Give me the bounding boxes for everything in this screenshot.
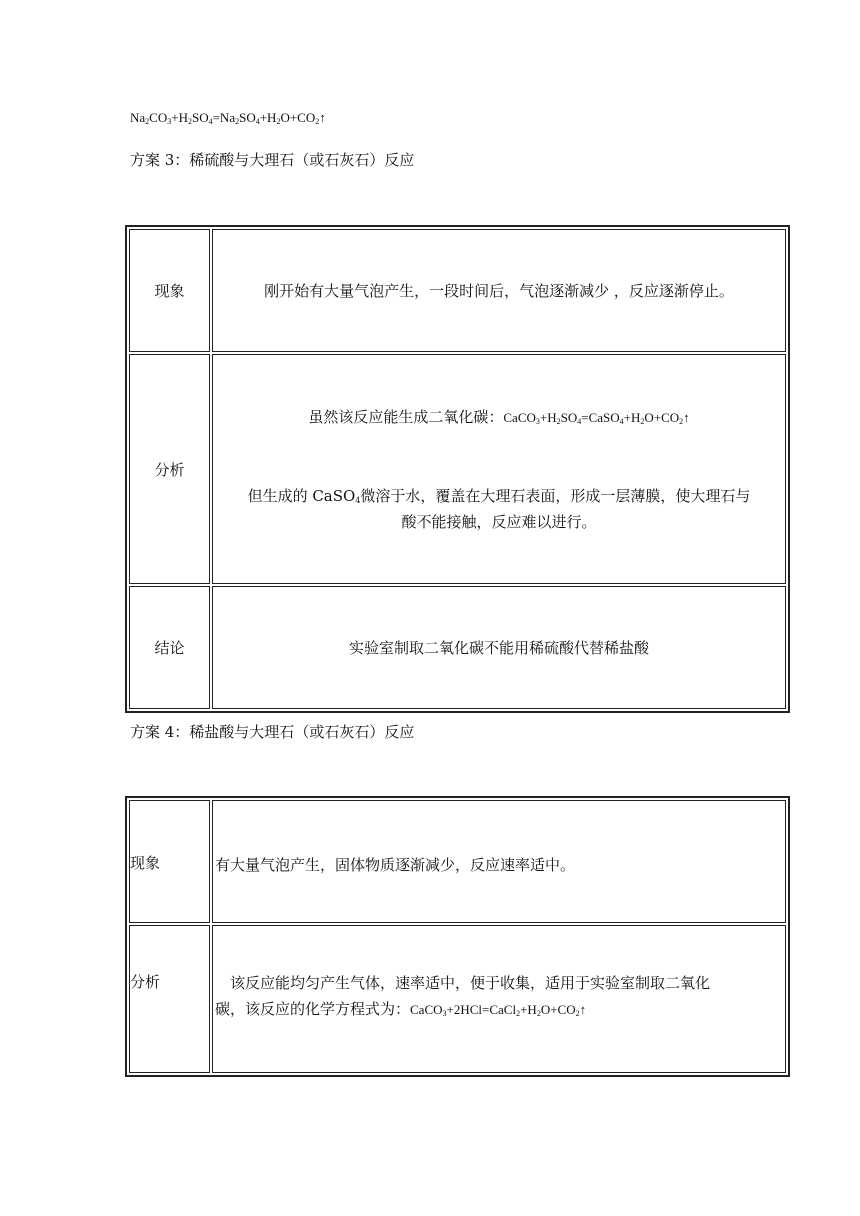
row-header: 现象 xyxy=(129,800,210,923)
analysis-line: 碳，该反应的化学方程式为：$CaCO_3+2HCl=CaCl_2+H_2O+CO_2↑$ xyxy=(215,1000,587,1018)
conclusion-text: 实验室制取二氧化碳不能用稀硫酸代替稀盐酸 xyxy=(212,586,786,709)
row-header: 现象 xyxy=(129,229,210,352)
table-row xyxy=(129,229,786,352)
analysis-cell xyxy=(212,925,786,1073)
row-header: 结论 xyxy=(129,586,210,709)
table-row xyxy=(129,586,786,709)
plan4-table xyxy=(125,796,790,1077)
row-header: 分析 xyxy=(129,925,210,1073)
table-row xyxy=(129,354,786,584)
phenomenon-text: 刚开始有大量气泡产生，一段时间后，气泡逐渐减少 ，反应逐渐停止。 xyxy=(212,229,786,352)
analysis-line: 虽然该反应能生成二氧化碳：$CaCO_3+H_2SO_4=CaSO_4+H_2O+CO_2↑$ xyxy=(308,407,690,426)
analysis-cell xyxy=(212,354,786,584)
plan4-title: 方案 4：稀盐酸与大理石（或石灰石）反应 xyxy=(130,723,415,741)
table-row xyxy=(129,925,786,1073)
equation-na2co3: $Na_2CO_3+H_2SO_4=Na_2SO_4+H_2O+CO_2↑$ xyxy=(130,110,326,126)
analysis-line: 但生成的 CaSO$_4$微溶于水，覆盖在大理石表面，形成一层薄膜，使大理石与 xyxy=(247,486,751,505)
plan3-table xyxy=(125,225,790,713)
analysis-line: 该反应能均匀产生气体，速率适中，便于收集，适用于实验室制取二氧化 xyxy=(230,974,711,992)
phenomenon-text: 有大量气泡产生，固体物质逐渐减少，反应速率适中。 xyxy=(212,800,786,923)
row-header: 分析 xyxy=(129,354,210,584)
analysis-line: 酸不能接触，反应难以进行。 xyxy=(401,512,597,531)
plan3-title: 方案 3：稀硫酸与大理石（或石灰石）反应 xyxy=(130,151,415,169)
table-row xyxy=(129,800,786,923)
